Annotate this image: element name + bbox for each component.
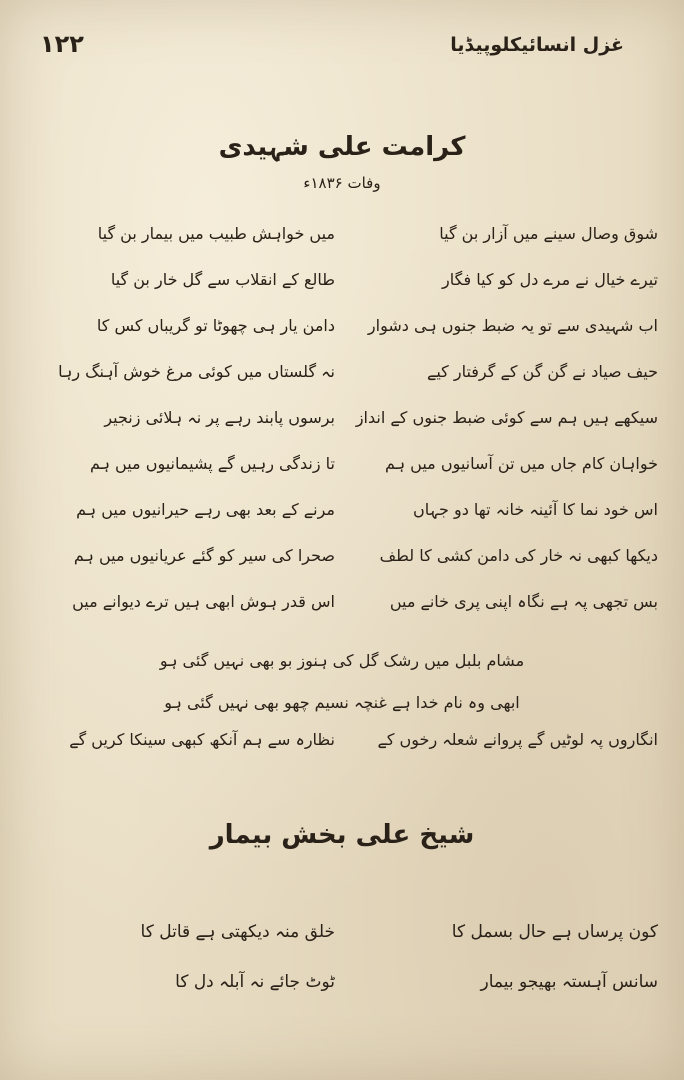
misra-second: نہ گلستاں میں کوئی مرغ خوش آہنگ رہا: [58, 362, 335, 381]
misra-first: اب شہیدی سے تو یہ ضبط جنوں ہی دشوار: [367, 316, 658, 335]
misra-second: دامن یار ہی چھوٹا تو گریباں کس کا: [96, 316, 335, 335]
misra-second: طالع کے انقلاب سے گل خار بن گیا: [110, 270, 335, 289]
misra-second: صحرا کی سیر کو گئے عریانیوں میں ہم: [73, 546, 335, 565]
couplet: [30, 258, 658, 304]
couplet: [30, 442, 658, 488]
poet-name-karamat-ali-shahidi: کرامت علی شہیدی: [218, 132, 466, 162]
misra-second: برسوں پابند رہے پر نہ ہلائی زنجیر: [104, 408, 335, 427]
misra-second: مرنے کے بعد بھی رہے حیرانیوں میں ہم: [76, 500, 335, 519]
page-number: ۱۲۲: [40, 30, 84, 58]
couplet: [30, 910, 658, 960]
misra-second: خلق منہ دیکھتی ہے قاتل کا: [140, 922, 335, 942]
couplet-list-poet2: [30, 910, 658, 1010]
final-couplet-poet1: [30, 718, 658, 764]
poet-name-shaikh-ali-bakhsh-bimar: شیخ علی بخش بیمار: [209, 820, 475, 850]
couplet: [30, 718, 658, 764]
couplet: [30, 534, 658, 580]
page-header: [40, 30, 644, 70]
couplet: [30, 580, 658, 626]
centered-verse-line: مشام بلبل میں رشک گل کی ہنوز بو بھی نہیں گئی ہو: [159, 651, 525, 670]
misra-first: حیف صیاد نے گن گن کے گرفتار کیے: [426, 362, 658, 381]
couplet: [30, 212, 658, 258]
couplet: [30, 350, 658, 396]
misra-first: کون پرساں ہے حال بسمل کا: [451, 922, 658, 942]
couplet: [30, 304, 658, 350]
misra-first: سانس آہستہ بھیجو بیمار: [480, 972, 658, 992]
misra-second: میں خواہش طبیب میں بیمار بن گیا: [97, 224, 335, 243]
misra-second: ٹوٹ جائے نہ آبلہ دل کا: [175, 972, 335, 992]
couplet: [30, 960, 658, 1010]
couplet: [30, 488, 658, 534]
misra-first: دیکھا کبھی نہ خار کی دامن کشی کا لطف: [379, 546, 658, 565]
centered-verse-line: ابھی وہ نام خدا ہے غنچہ نسیم چھو بھی نہیں گئی ہو: [164, 693, 520, 712]
misra-second: اس قدر ہوش ابھی ہیں ترے دیوانے میں: [72, 592, 335, 611]
couplet-list-poet1: [30, 212, 658, 626]
misra-second: تا زندگی رہیں گے پشیمانیوں میں ہم: [89, 454, 335, 473]
misra-first: انگاروں پہ لوٹیں گے پروانے شعلہ رخوں کے: [377, 730, 658, 749]
misra-first: تیرے خیال نے مرے دل کو کیا فگار: [442, 270, 658, 289]
misra-first: سیکھے ہیں ہم سے کوئی ضبط جنوں کے انداز: [355, 408, 658, 427]
misra-first: بس تجھی پہ ہے نگاہ اپنی پری خانے میں: [389, 592, 658, 611]
misra-first: خواہان کام جاں میں تن آسانیوں میں ہم: [385, 454, 658, 473]
centered-verses: [70, 640, 614, 724]
misra-second: نظارہ سے ہم آنکھ کبھی سینکا کریں گے: [69, 730, 335, 749]
poet-death-date: وفات ۱۸۳۶ء: [303, 174, 381, 192]
misra-first: شوق وصال سینے میں آزار بن گیا: [439, 224, 658, 243]
couplet: [30, 396, 658, 442]
running-head: غزل انسائیکلوپیڈیا: [450, 34, 624, 56]
misra-first: اس خود نما کا آئینہ خانہ تھا دو جہاں: [413, 500, 658, 519]
